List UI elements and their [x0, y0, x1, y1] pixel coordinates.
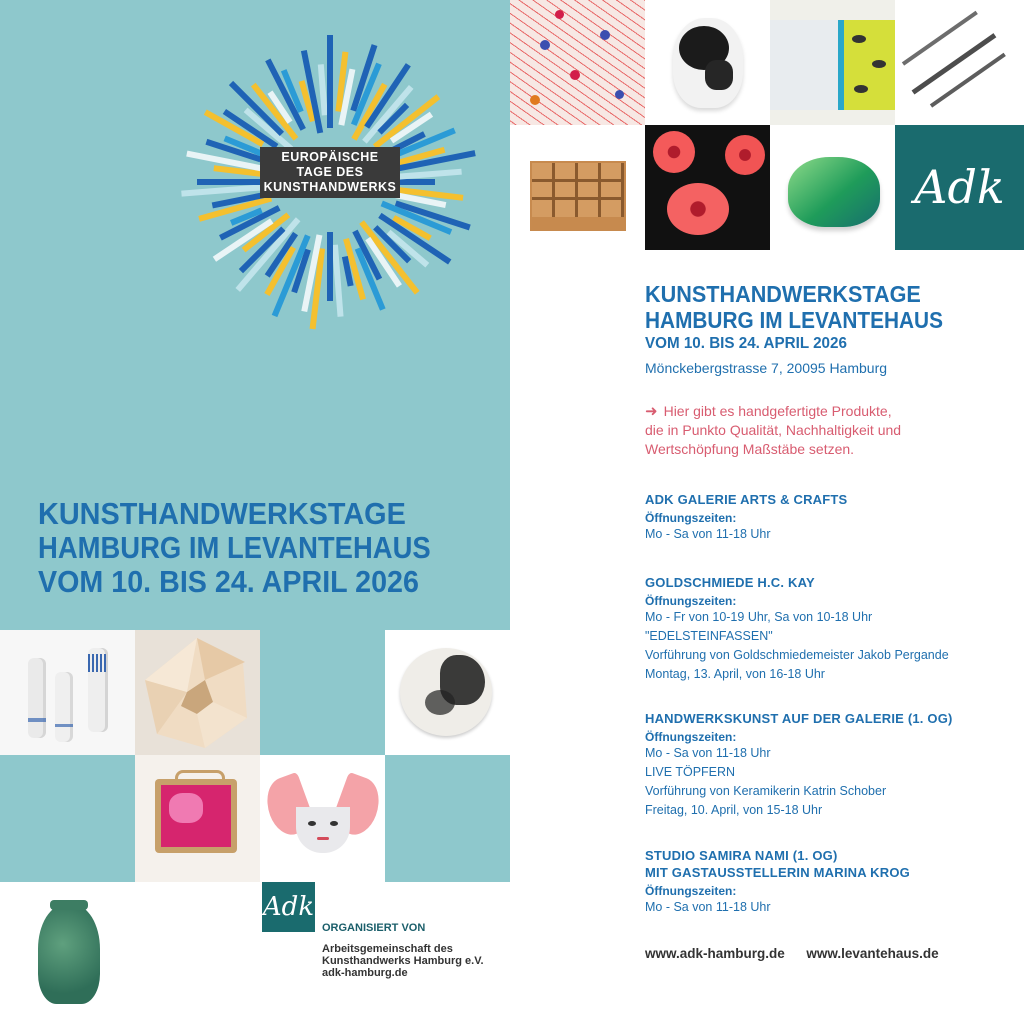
- section-title: MIT GASTAUSSTELLERIN MARINA KROG: [645, 865, 910, 880]
- photo-green-glass-bowl: [770, 125, 895, 250]
- right-headline-line-1: KUNSTHANDWERKSTAGE: [645, 281, 921, 307]
- photo-cutlery: [895, 0, 1024, 125]
- organizer-line: Arbeitsgemeinschaft des: [322, 943, 453, 955]
- section-title: STUDIO SAMIRA NAMI (1. OG): [645, 848, 838, 863]
- photo-winged-cup: [260, 755, 385, 882]
- right-headline: [645, 281, 1005, 379]
- section-studio-samira: [645, 848, 910, 917]
- adk-logo-text: Adk: [914, 160, 1005, 214]
- section-title: GOLDSCHMIEDE H.C. KAY: [645, 575, 815, 590]
- section-line: Freitag, 10. April, von 15-18 Uhr: [645, 803, 823, 817]
- organizer-adk-logo: [262, 882, 315, 932]
- burst-ray: [335, 245, 341, 317]
- section-line: Mo - Sa von 11-18 Uhr: [645, 746, 771, 760]
- burst-ray: [399, 172, 462, 177]
- photo-wood-folded-bowl: [135, 630, 260, 755]
- photo-red-flowers: [645, 125, 770, 250]
- intro-line: die in Punkto Qualität, Nachhaltigkeit und: [645, 422, 902, 438]
- left-headline-line-2: HAMBURG IM LEVANTEHAUS: [38, 530, 431, 565]
- organizer-adk-logo-text: Adk: [262, 892, 315, 922]
- section-line: LIVE TÖPFERN: [645, 765, 736, 779]
- section-title: ADK GALERIE ARTS & CRAFTS: [645, 492, 848, 507]
- adk-logo-tile: [895, 125, 1024, 250]
- photo-black-white-vase: [645, 0, 770, 125]
- organizer-line: adk-hamburg.de: [322, 967, 408, 979]
- organizer-label: ORGANISIERT VON: [322, 922, 426, 934]
- intro-line: Hier gibt es handgefertigte Produkte,: [663, 403, 892, 419]
- left-headline-line-3: VOM 10. BIS 24. APRIL 2026: [38, 564, 419, 599]
- arrow-right-icon: ➜: [645, 403, 658, 420]
- section-subtitle: Öffnungszeiten:: [645, 730, 737, 744]
- section-line: Montag, 13. April, von 16-18 Uhr: [645, 667, 825, 681]
- organizer-line: Kunsthandwerks Hamburg e.V.: [322, 955, 484, 967]
- burst-ray: [181, 187, 265, 194]
- photo-gold-ring-pink: [135, 755, 260, 882]
- section-subtitle: Öffnungszeiten:: [645, 511, 737, 525]
- section-goldschmiede: [645, 575, 949, 684]
- burst-logo-label: [260, 147, 400, 198]
- intro-text: [645, 402, 901, 459]
- section-line: Mo - Fr von 10-19 Uhr, Sa von 10-18 Uhr: [645, 610, 873, 624]
- section-subtitle: Öffnungszeiten:: [645, 884, 737, 898]
- photo-wood-grid-block: [510, 125, 645, 250]
- left-headline-line-1: KUNSTHANDWERKSTAGE: [38, 496, 406, 531]
- photo-black-white-bowl: [385, 630, 510, 755]
- photo-green-vase: [0, 882, 135, 1012]
- websites: [645, 946, 939, 961]
- burst-ray: [321, 64, 325, 115]
- intro-line: Wertschöpfung Maßstäbe setzen.: [645, 441, 855, 457]
- section-title: HANDWERKSKUNST AUF DER GALERIE (1. OG): [645, 711, 953, 726]
- website-link[interactable]: www.levantehaus.de: [806, 946, 939, 961]
- section-line: Vorführung von Goldschmiedemeister Jakob Pergande: [645, 648, 949, 662]
- section-adk-galerie: [645, 492, 847, 544]
- section-line: Mo - Sa von 11-18 Uhr: [645, 900, 771, 914]
- teal-tile: [260, 630, 385, 755]
- teal-tile: [0, 755, 135, 882]
- logo-line-3: KUNSTHANDWERKS: [263, 180, 397, 194]
- photo-porcelain-vases: [0, 630, 135, 755]
- burst-logo: [180, 32, 480, 342]
- section-line: Vorführung von Keramikerin Katrin Schober: [645, 784, 887, 798]
- section-line: "EDELSTEINFASSEN": [645, 629, 773, 643]
- website-link[interactable]: www.adk-hamburg.de: [645, 946, 785, 961]
- section-subtitle: Öffnungszeiten:: [645, 594, 737, 608]
- section-handwerkskunst: [645, 711, 953, 820]
- left-headline: [38, 497, 478, 599]
- section-line: Mo - Sa von 11-18 Uhr: [645, 527, 771, 541]
- logo-line-2: TAGE DES: [296, 165, 364, 179]
- photo-notebooks: [770, 0, 895, 125]
- teal-tile: [385, 755, 510, 882]
- right-headline-line-2: HAMBURG IM LEVANTEHAUS: [645, 307, 943, 333]
- right-headline-dates: VOM 10. BIS 24. APRIL 2026: [645, 335, 847, 352]
- photo-red-thread-textile: [510, 0, 645, 125]
- right-headline-address: Mönckebergstrasse 7, 20095 Hamburg: [645, 360, 888, 376]
- logo-line-1: EUROPÄISCHE: [281, 150, 379, 164]
- organizer-details: [322, 943, 484, 979]
